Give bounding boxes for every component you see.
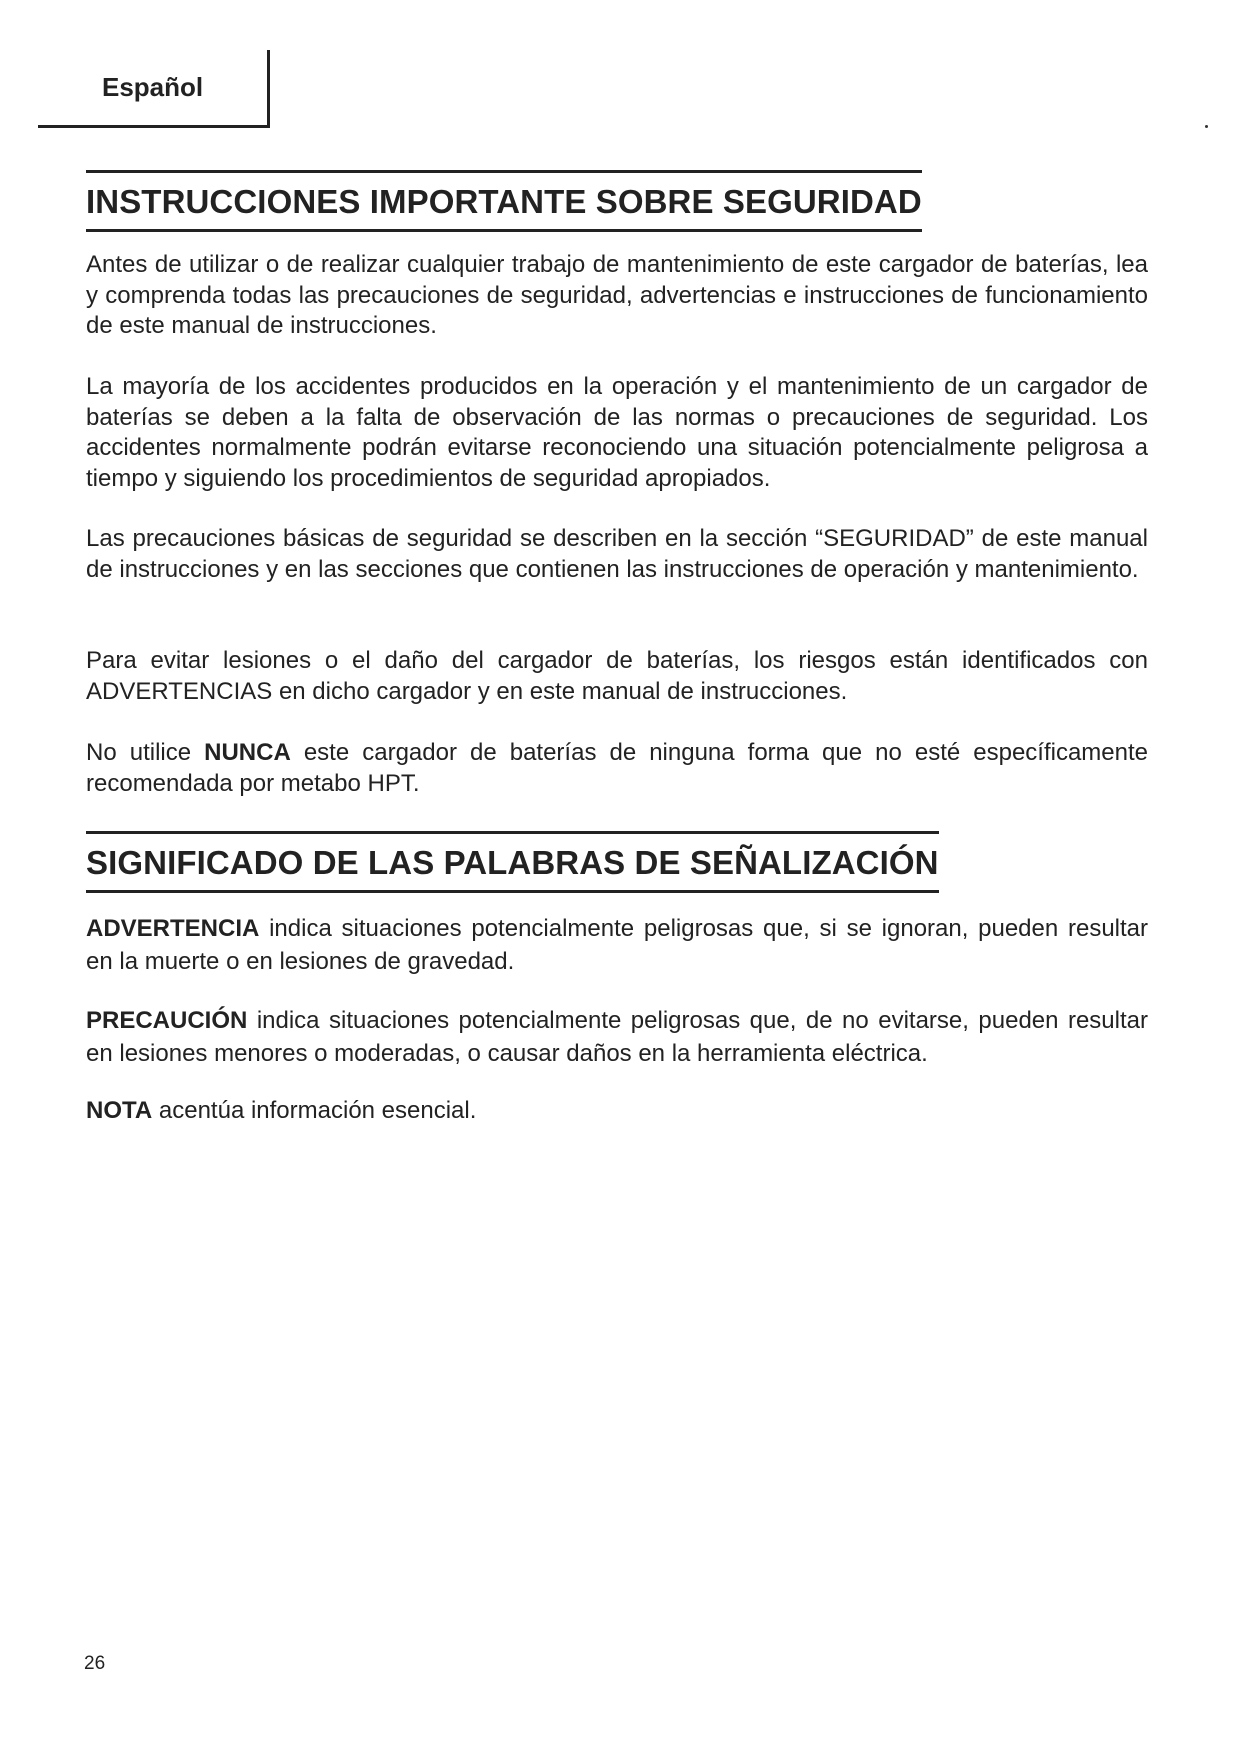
safety-paragraph-1: Antes de utilizar o de realizar cualquier trabajo de mantenimiento de este cargador de baterías, lea y comprenda todas las precauciones de seguridad, advertencias e instrucciones de funcionamiento de este manual de instrucciones. [86, 251, 1148, 339]
safety-paragraph-4: Para evitar lesiones o el daño del cargador de baterías, los riesgos están identificados con ADVERTENCIAS en dicho cargador y en este manual de instrucciones. [86, 647, 1148, 705]
p5-text-before: No utilice [86, 739, 205, 766]
safety-paragraph-2: La mayoría de los accidentes producidos en la operación y el mantenimiento de un cargador de baterías se deben a la falta de observación de las normas o precauciones de seguridad. Los accidentes normalmente podrán evitarse reconociendo una situación potencialmente peligrosa a tiempo y siguiendo los procedimientos de seguridad apropiados. [86, 373, 1148, 492]
caution-term: PRECAUCIÓN [86, 1007, 248, 1034]
safety-paragraph-5 [86, 738, 1148, 799]
note-text: acentúa información esencial. [152, 1097, 477, 1124]
safety-paragraph-3: Las precauciones básicas de seguridad se describen en la sección “SEGURIDAD” de este manual de instrucciones y en las secciones que contienen las instrucciones de operación y mantenimiento. [86, 525, 1148, 583]
warning-term: ADVERTENCIA [86, 915, 260, 942]
p5-emphasis: NUNCA [204, 739, 291, 766]
p5-text-after: este cargador de baterías de ninguna forma que no esté específicamente recomendada por metabo HPT. [86, 739, 1149, 797]
warning-text: indica situaciones potencialmente peligrosas que, si se ignoran, pueden resultar en la muerte o en lesiones de gravedad. [86, 915, 1148, 975]
page-number: 26 [84, 1653, 106, 1674]
caution-text: indica situaciones potencialmente peligrosas que, de no evitarse, pueden resultar en lesiones menores o moderadas, o causar daños en la herramienta eléctrica. [86, 1007, 1148, 1067]
note-term: NOTA [86, 1097, 153, 1124]
note-definition [86, 1096, 1148, 1127]
language-label: Español [102, 72, 204, 102]
safety-instructions-title: INSTRUCCIONES IMPORTANTE SOBRE SEGURIDAD [86, 170, 922, 232]
language-tab [38, 50, 270, 128]
signal-words-title: SIGNIFICADO DE LAS PALABRAS DE SEÑALIZACIÓN [86, 831, 939, 893]
print-dot [1205, 125, 1208, 128]
warning-definition [86, 912, 1148, 978]
caution-definition [86, 1004, 1148, 1070]
